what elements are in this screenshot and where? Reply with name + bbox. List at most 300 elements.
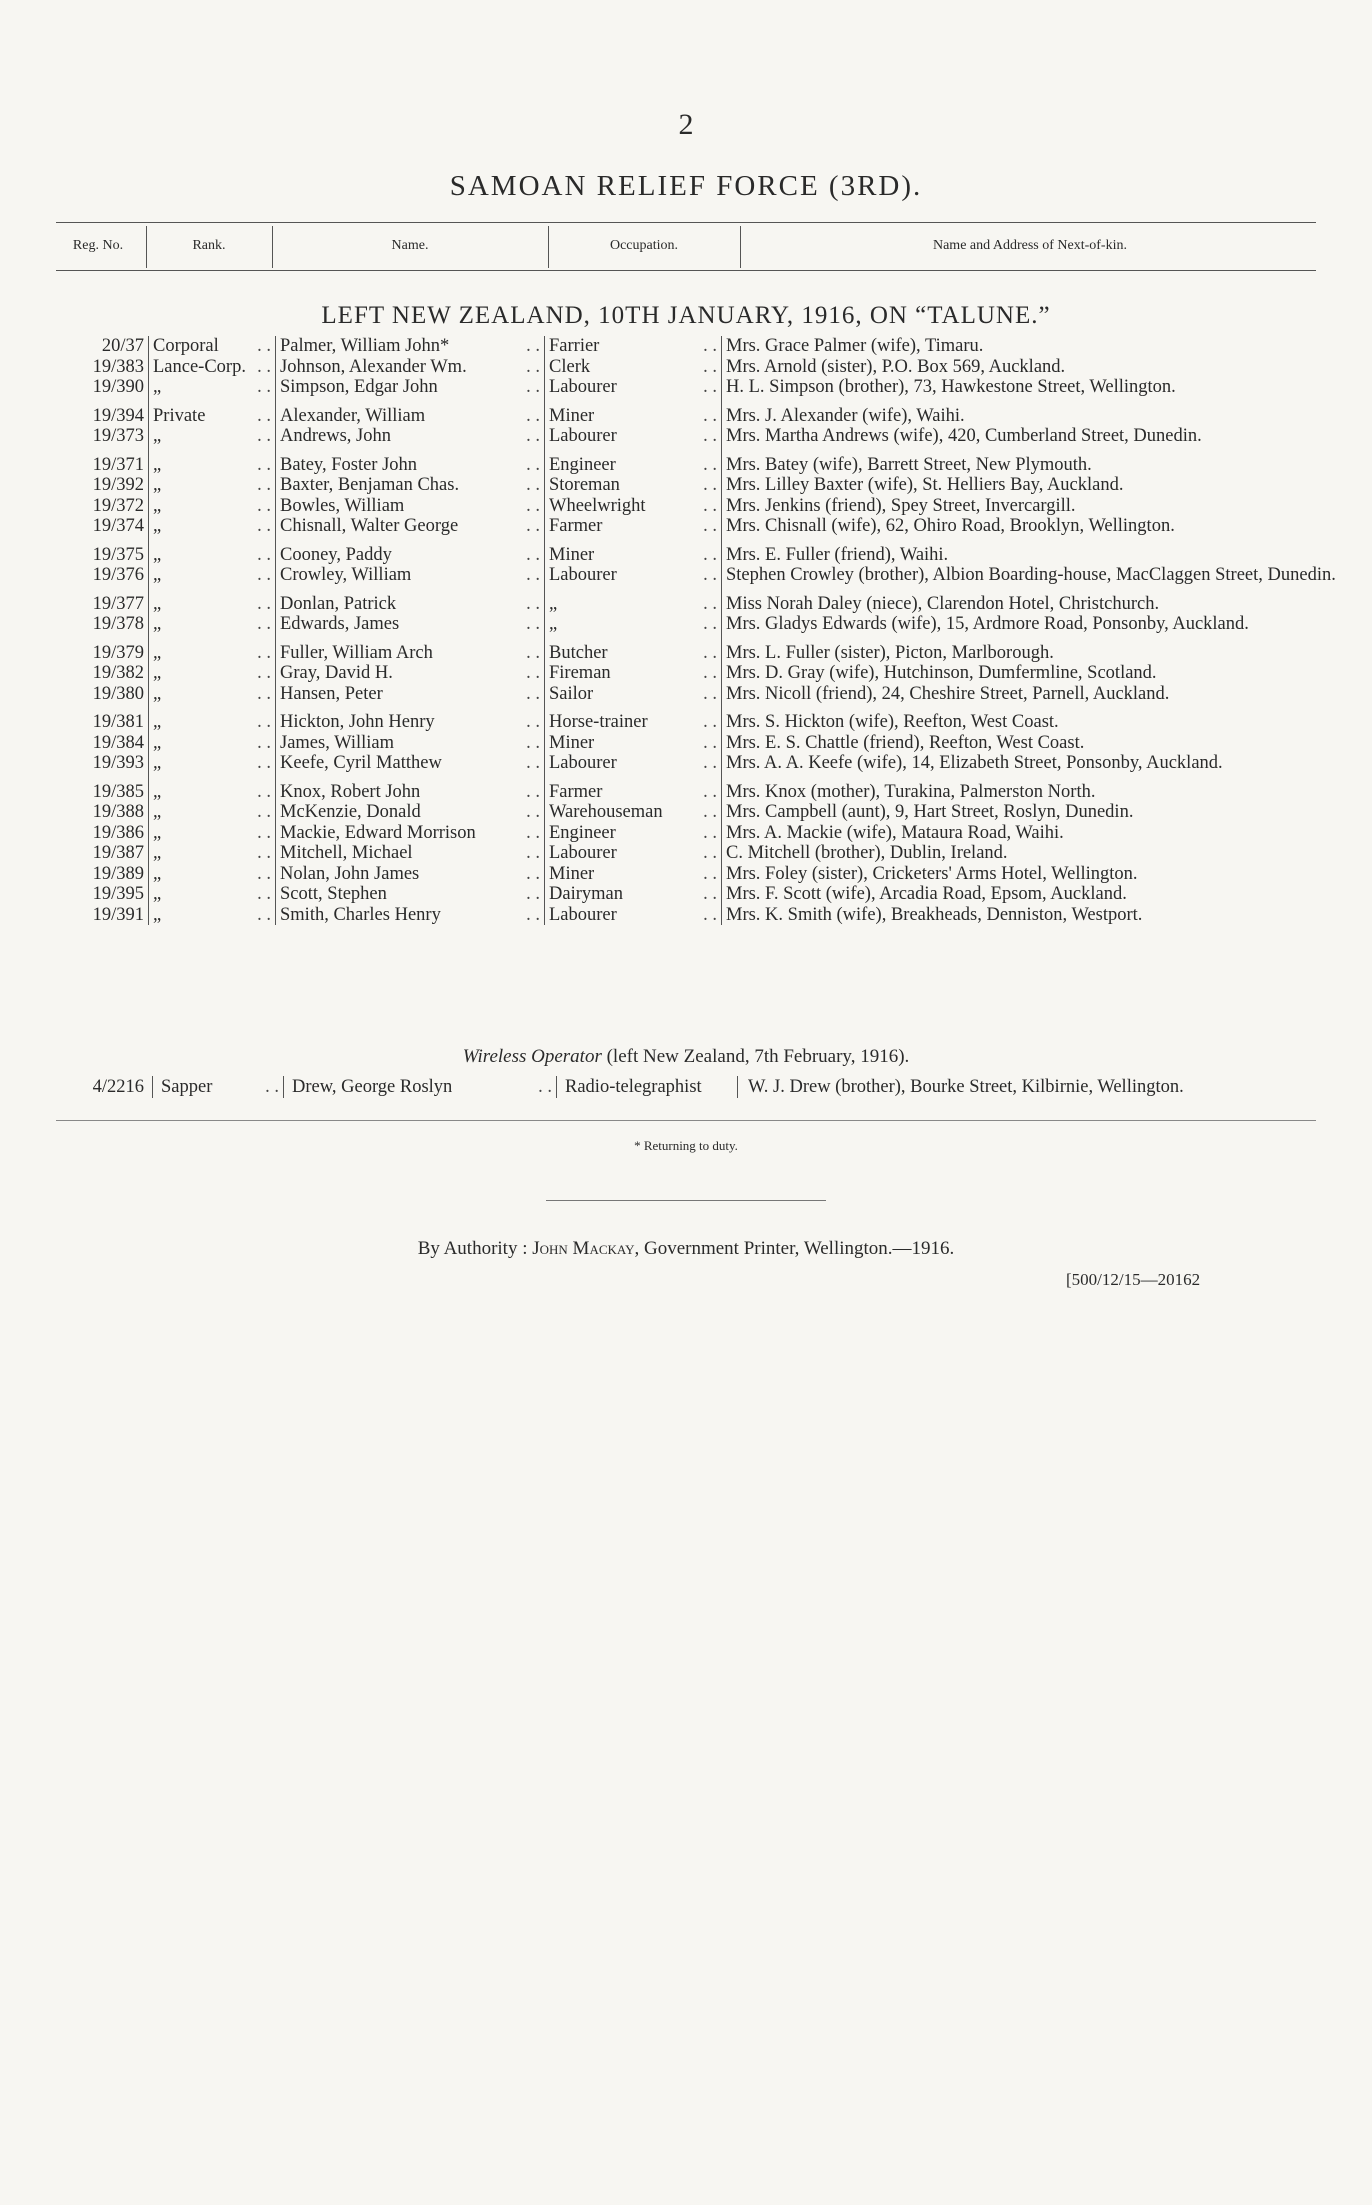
next-of-kin [722, 905, 1340, 926]
rank [149, 586, 276, 615]
reg-number-text: 19/375 [92, 544, 144, 565]
rank [149, 802, 276, 823]
soldier-name-text: Cooney, Paddy [280, 544, 392, 565]
leader-dots: . . [257, 475, 271, 495]
soldier-name [276, 843, 545, 864]
leader-dots: . . [257, 544, 271, 565]
leader-dots: . . [257, 843, 271, 863]
leader-dots: . . [257, 822, 271, 843]
occupation [545, 398, 722, 427]
rank [149, 336, 276, 357]
reg-number-text: 19/390 [92, 377, 144, 397]
wireless-operator-note [0, 1046, 1372, 1068]
table-row [56, 733, 1340, 754]
leader-dots: . . [257, 516, 271, 536]
next-of-kin [722, 398, 1340, 427]
leader-dots: . . [703, 732, 717, 753]
reg-number-text: 19/372 [92, 495, 144, 516]
reg-number-text: 19/377 [92, 593, 144, 614]
soldier-name [276, 398, 545, 427]
leader-dots: . . [703, 405, 717, 426]
next-of-kin: W. J. Drew (brother), Bourke Street, Kilbirnie, Wellington. [738, 1076, 1313, 1098]
reg-number-text: 19/394 [92, 405, 144, 426]
next-of-kin-text: C. Mitchell (brother), Dublin, Ireland. [726, 843, 1008, 863]
rank [149, 663, 276, 684]
leader-dots: . . [703, 475, 717, 495]
occupation-text: Engineer [549, 454, 616, 475]
wireless-note-text: (left New Zealand, 7th February, 1916). [606, 1046, 910, 1067]
reg-number-text: 19/392 [92, 475, 144, 495]
reg-number-text: 19/371 [92, 454, 144, 475]
occupation [545, 635, 722, 664]
next-of-kin [722, 516, 1340, 537]
occupation-text: Miner [549, 405, 595, 426]
soldier-name-text: Batey, Foster John [280, 454, 418, 475]
occupation-text: „ [549, 614, 558, 634]
reg-number [56, 475, 149, 496]
leader-dots: . . [526, 516, 540, 536]
rank [149, 614, 276, 635]
rank-text: „ [153, 732, 162, 753]
soldier-name [276, 447, 545, 476]
occupation-text: Labourer [549, 753, 617, 773]
occupation-text: Clerk [549, 356, 591, 377]
leader-dots: . . [703, 843, 717, 863]
header-top-rule [56, 222, 1316, 223]
leader-dots: . . [703, 544, 717, 565]
next-of-kin-text: H. L. Simpson (brother), 73, Hawkestone Street, Wellington. [726, 377, 1176, 397]
reg-number-text: 19/379 [92, 642, 144, 663]
reg-number [56, 586, 149, 615]
column-header-name: Name. [391, 238, 429, 253]
next-of-kin-text: Mrs. Foley (sister), Cricketers' Arms Hotel, Wellington. [726, 863, 1138, 884]
reg-number-text: 19/378 [92, 614, 144, 634]
leader-dots: . . [257, 356, 271, 377]
rank [149, 426, 276, 447]
table-row [56, 635, 1340, 664]
rank [149, 733, 276, 754]
occupation [545, 774, 722, 803]
occupation [545, 426, 722, 447]
soldier-name-text: Baxter, Benjaman Chas. [280, 475, 460, 495]
table-row [56, 884, 1340, 905]
rank-text: „ [153, 863, 162, 884]
reg-number-text: 19/374 [92, 516, 144, 536]
leader-dots: . . [526, 475, 540, 495]
soldier-name-text: Donlan, Patrick [280, 593, 397, 614]
reg-number [56, 516, 149, 537]
occupation [545, 614, 722, 635]
occupation-text: Warehouseman [549, 802, 663, 822]
soldier-name-text: Hickton, John Henry [280, 712, 435, 732]
soldier-name [276, 516, 545, 537]
reg-number-text: 19/391 [92, 904, 144, 925]
occupation-text: Labourer [549, 377, 617, 397]
leader-dots: . . [526, 863, 540, 884]
rank-text: „ [153, 781, 162, 802]
rank [149, 635, 276, 664]
soldier-name [276, 684, 545, 705]
table-row [56, 864, 1340, 885]
leader-dots: . . [257, 781, 271, 802]
rank-text: „ [153, 377, 162, 397]
soldier-name-text: James, William [280, 732, 395, 753]
occupation [545, 336, 722, 357]
table-row [56, 565, 1340, 586]
rank-text: Lance-Corp. [153, 356, 246, 377]
reg-number [56, 426, 149, 447]
occupation-text: Miner [549, 732, 595, 753]
next-of-kin-text: Mrs. Chisnall (wife), 62, Ohiro Road, Brooklyn, Wellington. [726, 516, 1175, 536]
rank [153, 1076, 284, 1098]
reg-number-text: 19/382 [92, 663, 144, 683]
reg-number [56, 663, 149, 684]
rank-text: „ [153, 712, 162, 732]
next-of-kin-text: Mrs. Martha Andrews (wife), 420, Cumberland Street, Dunedin. [726, 426, 1202, 446]
column-header-occupation: Occupation. [609, 238, 679, 253]
soldier-name-text: Crowley, William [280, 565, 412, 585]
rank [149, 704, 276, 733]
occupation [545, 586, 722, 615]
rank [149, 823, 276, 844]
rank [149, 537, 276, 566]
table-row [56, 704, 1340, 733]
rank-text: „ [153, 454, 162, 475]
leader-dots: . . [703, 614, 717, 634]
soldier-name [276, 537, 545, 566]
leader-dots: . . [257, 593, 271, 614]
leader-dots: . . [257, 683, 271, 704]
occupation [545, 377, 722, 398]
next-of-kin [722, 537, 1340, 566]
rank [149, 357, 276, 378]
rank [149, 684, 276, 705]
next-of-kin-text: Mrs. Gladys Edwards (wife), 15, Ardmore Road, Ponsonby, Auckland. [726, 614, 1249, 634]
reg-number-text: 19/373 [92, 426, 144, 446]
reg-number [56, 864, 149, 885]
reg-number [56, 884, 149, 905]
rank-text: „ [153, 426, 162, 446]
soldier-name [276, 586, 545, 615]
next-of-kin-text: Mrs. Lilley Baxter (wife), St. Helliers Bay, Auckland. [726, 475, 1124, 495]
leader-dots: . . [703, 712, 717, 732]
leader-dots: . . [526, 822, 540, 843]
rank-text: Sapper [161, 1077, 213, 1097]
table-row [56, 496, 1340, 517]
soldier-name [276, 635, 545, 664]
soldier-name-text: Keefe, Cyril Matthew [280, 753, 442, 773]
table-row [56, 1076, 1312, 1098]
leader-dots: . . [703, 593, 717, 614]
leader-dots: . . [526, 843, 540, 863]
soldier-name-text: Mackie, Edward Morrison [280, 822, 476, 843]
table-row [56, 357, 1340, 378]
leader-dots: . . [257, 712, 271, 732]
leader-dots: . . [526, 565, 540, 585]
next-of-kin [722, 802, 1340, 823]
occupation [545, 447, 722, 476]
occupation [545, 905, 722, 926]
next-of-kin [722, 635, 1340, 664]
table-row [56, 905, 1340, 926]
table-row [56, 843, 1340, 864]
rank-text: „ [153, 642, 162, 663]
footnote: * Returning to duty. [634, 1138, 738, 1153]
occupation [545, 704, 722, 733]
leader-dots: . . [526, 683, 540, 704]
soldier-name [276, 802, 545, 823]
next-of-kin [722, 475, 1340, 496]
printer-name: John Mackay [532, 1238, 635, 1259]
soldier-name [276, 475, 545, 496]
occupation-text: Labourer [549, 565, 617, 585]
soldier-name-text: Knox, Robert John [280, 781, 421, 802]
reg-number [56, 447, 149, 476]
reg-number-text: 19/383 [92, 356, 144, 377]
next-of-kin-text: Mrs. A. A. Keefe (wife), 14, Elizabeth Street, Ponsonby, Auckland. [726, 753, 1223, 773]
reg-number [56, 336, 149, 357]
next-of-kin [722, 614, 1340, 635]
leader-dots: . . [703, 356, 717, 377]
occupation-text: Sailor [549, 683, 594, 704]
next-of-kin [722, 753, 1340, 774]
section-heading: LEFT NEW ZEALAND, 10TH JANUARY, 1916, ON “TALUNE.” [321, 302, 1051, 329]
soldier-name [276, 704, 545, 733]
rank-text: „ [153, 802, 162, 822]
reg-number [56, 537, 149, 566]
rank-text: „ [153, 884, 162, 904]
leader-dots: . . [526, 904, 540, 925]
leader-dots: . . [526, 732, 540, 753]
rank [149, 753, 276, 774]
reg-number-text: 19/381 [92, 712, 144, 732]
reg-number-text: 19/386 [92, 822, 144, 843]
leader-dots: . . [257, 663, 271, 683]
reg-number [56, 704, 149, 733]
table-row [56, 516, 1340, 537]
leader-dots: . . [703, 516, 717, 536]
reg-number-text: 19/389 [92, 863, 144, 884]
next-of-kin-text: Mrs. Knox (mother), Turakina, Palmerston North. [726, 781, 1096, 802]
next-of-kin [722, 864, 1340, 885]
soldier-name [276, 663, 545, 684]
rank [149, 496, 276, 517]
reg-number-text: 19/393 [92, 753, 144, 773]
next-of-kin-text: Mrs. D. Gray (wife), Hutchinson, Dumfermline, Scotland. [726, 663, 1157, 683]
occupation-text: Storeman [549, 475, 620, 495]
rank [149, 884, 276, 905]
leader-dots: . . [703, 642, 717, 663]
occupation [545, 663, 722, 684]
next-of-kin-text: Mrs. Campbell (aunt), 9, Hart Street, Roslyn, Dunedin. [726, 802, 1134, 822]
imprint-suffix: , Government Printer, Wellington.—1916. [634, 1238, 955, 1259]
next-of-kin [722, 663, 1340, 684]
rank [149, 516, 276, 537]
name-text: Drew, George Roslyn [292, 1077, 453, 1097]
leader-dots: . . [526, 753, 540, 773]
rank-text: „ [153, 753, 162, 773]
column-header-reg: Reg. No. [72, 238, 124, 253]
table-row [56, 823, 1340, 844]
column-header-next-of-kin: Name and Address of Next-of-kin. [932, 238, 1127, 253]
reg-number [56, 774, 149, 803]
leader-dots: . . [538, 1077, 552, 1097]
next-of-kin-text: Mrs. Batey (wife), Barrett Street, New Plymouth. [726, 454, 1092, 475]
next-of-kin-text: Mrs. Jenkins (friend), Spey Street, Invercargill. [726, 495, 1076, 516]
header-bottom-rule [56, 270, 1316, 271]
soldier-name [276, 357, 545, 378]
reg-number-text: 20/37 [101, 336, 144, 356]
soldier-name-text: Alexander, William [280, 405, 426, 426]
soldier-name-text: Mitchell, Michael [280, 843, 413, 863]
table-row [56, 614, 1340, 635]
reg-number [56, 614, 149, 635]
next-of-kin-text: Mrs. Nicoll (friend), 24, Cheshire Street, Parnell, Auckland. [726, 683, 1170, 704]
soldier-name-text: Fuller, William Arch [280, 642, 433, 663]
leader-dots: . . [257, 405, 271, 426]
table-row [56, 684, 1340, 705]
leader-dots: . . [703, 495, 717, 516]
next-of-kin [722, 684, 1340, 705]
leader-dots: . . [526, 663, 540, 683]
leader-dots: . . [257, 565, 271, 585]
occupation [545, 864, 722, 885]
next-of-kin [722, 336, 1340, 357]
soldier-name [284, 1076, 557, 1098]
soldier-name [276, 864, 545, 885]
leader-dots: . . [703, 426, 717, 446]
occupation: Radio-telegraphist [557, 1076, 738, 1098]
occupation [545, 823, 722, 844]
next-of-kin-text: Mrs. E. S. Chattle (friend), Reefton, West Coast. [726, 732, 1085, 753]
rank-text: Corporal [153, 336, 219, 356]
soldier-name-text: Johnson, Alexander Wm. [280, 356, 467, 377]
leader-dots: . . [257, 732, 271, 753]
rank-text: „ [153, 683, 162, 704]
rank [149, 398, 276, 427]
soldier-name [276, 823, 545, 844]
rank-text: „ [153, 614, 162, 634]
leader-dots: . . [257, 377, 271, 397]
leader-dots: . . [703, 802, 717, 822]
reg-number [56, 753, 149, 774]
rank-text: „ [153, 822, 162, 843]
wireless-label: Wireless Operator [462, 1046, 602, 1067]
reg-number [56, 905, 149, 926]
soldier-name [276, 774, 545, 803]
occupation-text: Dairyman [549, 884, 623, 904]
rank [149, 843, 276, 864]
occupation-text: Engineer [549, 822, 616, 843]
leader-dots: . . [526, 495, 540, 516]
leader-dots: . . [703, 336, 717, 356]
rank-text: „ [153, 565, 162, 585]
reg-number [56, 398, 149, 427]
reg-number [56, 496, 149, 517]
rank [149, 565, 276, 586]
occupation [545, 475, 722, 496]
occupation [545, 884, 722, 905]
leader-dots: . . [257, 454, 271, 475]
reg-number [56, 635, 149, 664]
occupation [545, 357, 722, 378]
leader-dots: . . [257, 336, 271, 356]
soldier-name-text: McKenzie, Donald [280, 802, 421, 822]
leader-dots: . . [526, 377, 540, 397]
table-row [56, 663, 1340, 684]
leader-dots: . . [526, 593, 540, 614]
next-of-kin [722, 704, 1340, 733]
occupation-text: Wheelwright [549, 495, 646, 516]
occupation-text: Labourer [549, 843, 617, 863]
leader-dots: . . [703, 565, 717, 585]
leader-dots: . . [257, 904, 271, 925]
next-of-kin-text: Mrs. L. Fuller (sister), Picton, Marlborough. [726, 642, 1054, 663]
wireless-operator-table [56, 1076, 1312, 1098]
next-of-kin [722, 447, 1340, 476]
rank-text: „ [153, 843, 162, 863]
leader-dots: . . [526, 802, 540, 822]
next-of-kin [722, 357, 1340, 378]
leader-dots: . . [257, 614, 271, 634]
soldier-name [276, 614, 545, 635]
table-row [56, 398, 1340, 427]
table-row [56, 336, 1340, 357]
page-number: 2 [678, 108, 694, 141]
next-of-kin-text: Mrs. J. Alexander (wife), Waihi. [726, 405, 965, 426]
leader-dots: . . [703, 863, 717, 884]
rank-text: „ [153, 593, 162, 614]
occupation [545, 684, 722, 705]
leader-dots: . . [703, 884, 717, 904]
leader-dots: . . [526, 454, 540, 475]
table-row [56, 586, 1340, 615]
soldier-name-text: Edwards, James [280, 614, 400, 634]
reg-number-text: 19/384 [92, 732, 144, 753]
reg-number: 4/2216 [92, 1077, 144, 1097]
reg-number-text: 19/376 [92, 565, 144, 585]
soldier-name-text: Smith, Charles Henry [280, 904, 441, 925]
next-of-kin-text: Mrs. Arnold (sister), P.O. Box 569, Auckland. [726, 356, 1066, 377]
imprint-rule [546, 1200, 826, 1201]
leader-dots: . . [703, 454, 717, 475]
next-of-kin [722, 843, 1340, 864]
leader-dots: . . [703, 753, 717, 773]
occupation [545, 516, 722, 537]
leader-dots: . . [526, 336, 540, 356]
leader-dots: . . [703, 663, 717, 683]
next-of-kin [722, 586, 1340, 615]
rank-text: Private [153, 405, 206, 426]
reg-number [56, 565, 149, 586]
leader-dots: . . [526, 884, 540, 904]
leader-dots: . . [526, 781, 540, 802]
soldier-name-text: Hansen, Peter [280, 683, 383, 704]
occupation-text: Fireman [549, 663, 611, 683]
next-of-kin [722, 884, 1340, 905]
soldier-name [276, 733, 545, 754]
leader-dots: . . [257, 802, 271, 822]
occupation [545, 802, 722, 823]
printer-imprint [0, 1238, 1372, 1260]
reg-number [56, 377, 149, 398]
leader-dots: . . [703, 683, 717, 704]
next-of-kin-text: Mrs. F. Scott (wife), Arcadia Road, Epsom, Auckland. [726, 884, 1127, 904]
leader-dots: . . [526, 642, 540, 663]
leader-dots: . . [526, 614, 540, 634]
next-of-kin [722, 565, 1340, 586]
soldier-name [276, 565, 545, 586]
